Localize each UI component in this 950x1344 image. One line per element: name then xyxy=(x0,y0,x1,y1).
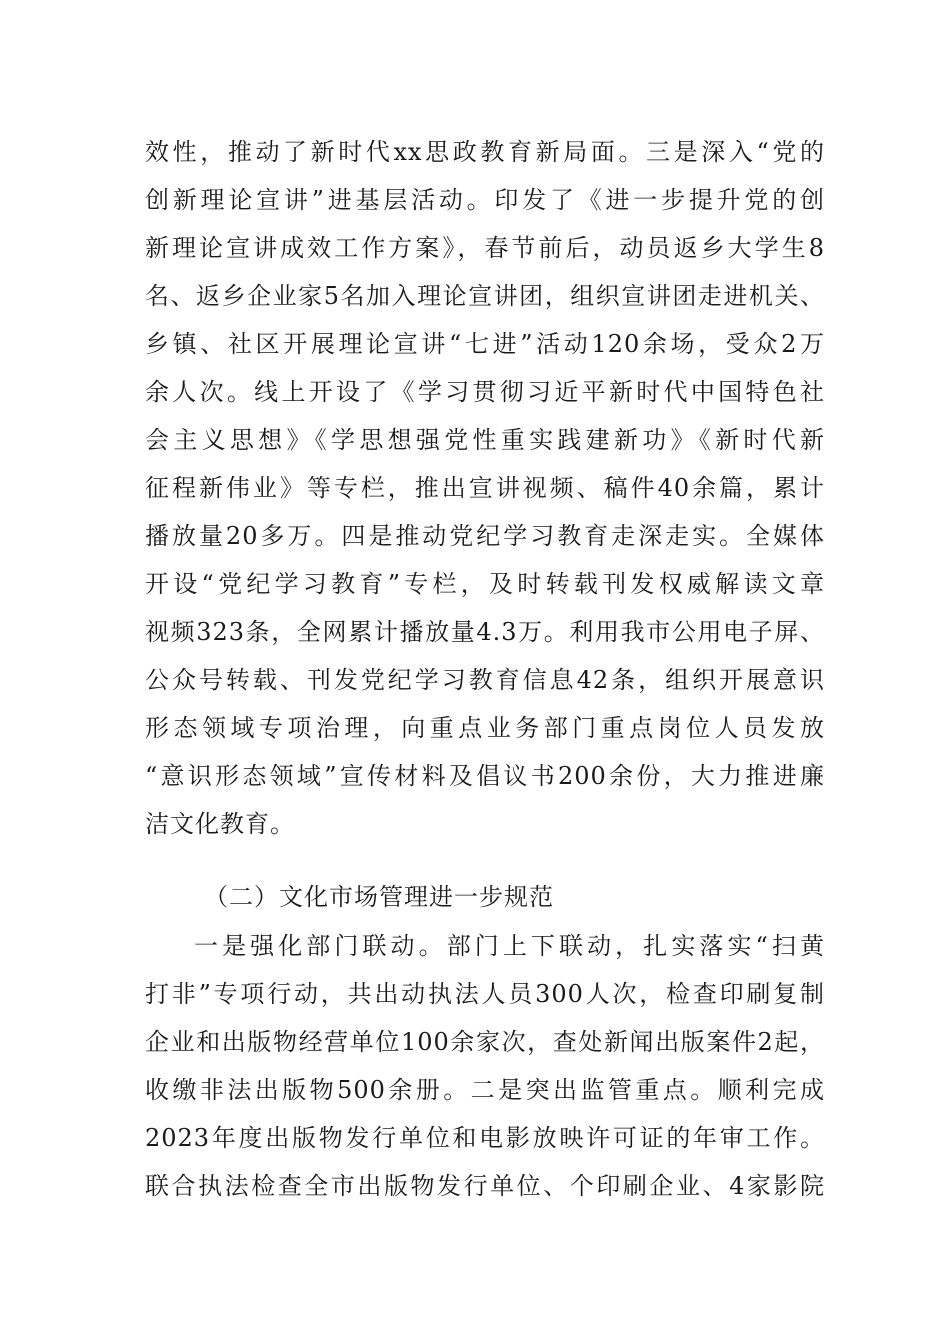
text-line: “意识形态领域”宣传材料及倡议书200余份，大力推进廉 xyxy=(145,762,825,790)
text-line: 征程新伟业》等专栏，推出宣讲视频、稿件40余篇，累计 xyxy=(145,474,825,502)
text-line: 开设“党纪学习教育”专栏，及时转载刊发权威解读文章 xyxy=(145,570,825,598)
text-line: 洁文化教育。 xyxy=(145,810,295,838)
text-line: 新理论宣讲成效工作方案》，春节前后，动员返乡大学生8 xyxy=(145,234,825,262)
text-line: 形态领域专项治理，向重点业务部门重点岗位人员发放 xyxy=(145,714,825,742)
text-line: 会主义思想》《学思想强党性重实践建新功》《新时代新 xyxy=(145,426,825,454)
section-heading: （二）文化市场管理进一步规范 xyxy=(204,883,554,911)
text-line: 播放量20多万。四是推动党纪学习教育走深走实。全媒体 xyxy=(145,522,825,550)
text-line: 效性，推动了新时代xx思政教育新局面。三是深入“党的 xyxy=(145,138,825,166)
text-line: 创新理论宣讲”进基层活动。印发了《进一步提升党的创 xyxy=(145,186,825,214)
text-line: 打非”专项行动，共出动执法人员300人次，检查印刷复制 xyxy=(145,980,825,1008)
text-line: 收缴非法出版物500余册。二是突出监管重点。顺利完成 xyxy=(145,1076,825,1104)
text-line: 联合执法检查全市出版物发行单位、个印刷企业、4家影院 xyxy=(145,1172,825,1200)
text-line: 2023年度出版物发行单位和电影放映许可证的年审工作。 xyxy=(145,1124,825,1152)
text-line: 乡镇、社区开展理论宣讲“七进”活动120余场，受众2万 xyxy=(145,330,825,358)
paragraph-first-line: 一是强化部门联动。部门上下联动，扎实落实“扫黄 xyxy=(194,932,825,960)
text-line: 名、返乡企业家5名加入理论宣讲团，组织宣讲团走进机关、 xyxy=(145,282,825,310)
text-line: 视频323条，全网累计播放量4.3万。利用我市公用电子屏、 xyxy=(145,618,825,646)
text-line: 企业和出版物经营单位100余家次，查处新闻出版案件2起， xyxy=(145,1028,825,1056)
text-line: 公众号转载、刊发党纪学习教育信息42条，组织开展意识 xyxy=(145,666,825,694)
text-line: 余人次。线上开设了《学习贯彻习近平新时代中国特色社 xyxy=(145,378,825,406)
